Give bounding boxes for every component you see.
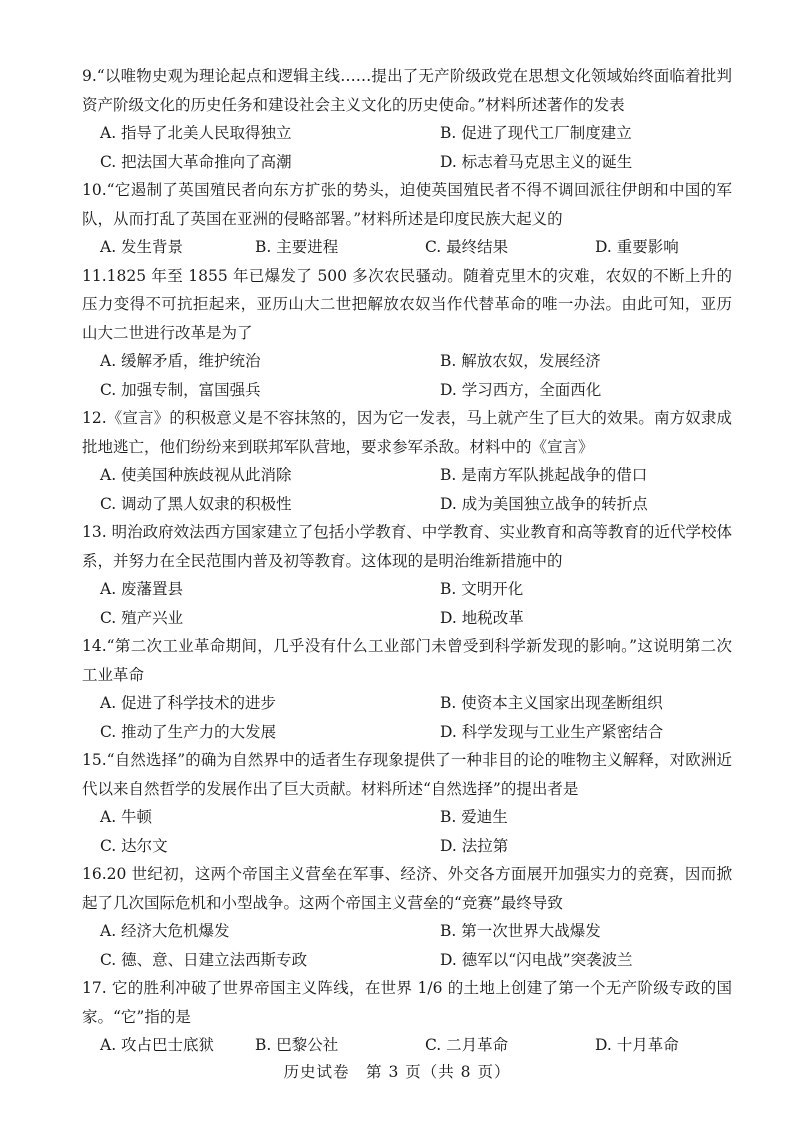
answer-option: A. 促进了科学技术的进步	[100, 694, 277, 712]
question-item	[82, 62, 732, 176]
option-group	[82, 1031, 732, 1060]
answer-option: A. 指导了北美人民取得独立	[100, 124, 292, 142]
answer-option: A. 牛顿	[100, 808, 153, 826]
option-group	[82, 347, 732, 404]
question-stem: 14.“第二次工业革命期间，几乎没有什么工业部门未曾受到科学新发现的影响。”这说明第二次工业革命	[82, 637, 732, 684]
answer-option: B. 第一次世界大战爆发	[440, 922, 601, 940]
answer-option: B. 促进了现代工厂制度建立	[440, 124, 632, 142]
question-stem: 12.《宣言》的积极意义是不容抹煞的，因为它一发表，马上就产生了巨大的效果。南方奴隶成批地逃亡，他们纷纷来到联邦军队营地，要求参军杀敌。材料中的《宣言》	[82, 409, 732, 456]
question-item	[82, 176, 732, 262]
answer-option: A. 使美国种族歧视从此消除	[100, 466, 292, 484]
answer-option: D. 十月革命	[595, 1036, 679, 1054]
answer-option: D. 德军以“闪电战”突袭波兰	[440, 950, 633, 969]
answer-option: D. 成为美国独立战争的转折点	[440, 494, 648, 513]
question-stem: 15.“自然选择”的确为自然界中的适者生存现象提供了一种非目的论的唯物主义解释，对欧洲近代以来自然哲学的发展作出了巨大贡献。材料所述“自然选择”的提出者是	[82, 751, 732, 798]
option-group	[82, 119, 732, 176]
answer-option: B. 巴黎公社	[255, 1036, 339, 1054]
question-item	[82, 404, 732, 518]
page-footer: 历史试卷 第 3 页（共 8 页）	[283, 1063, 511, 1081]
question-item	[82, 860, 732, 974]
answer-option: C. 德、意、日建立法西斯专政	[100, 950, 308, 969]
answer-option: C. 推动了生产力的大发展	[100, 722, 277, 741]
answer-option: D. 地税改革	[440, 608, 524, 627]
answer-option: C. 调动了黑人奴隶的积极性	[100, 494, 292, 513]
answer-option: D. 学习西方，全面西化	[440, 380, 602, 399]
answer-option: B. 解放农奴，发展经济	[440, 352, 601, 370]
answer-option: C. 最终结果	[425, 238, 509, 256]
answer-option: A. 缓解矛盾，维护统治	[100, 352, 261, 370]
question-item	[82, 632, 732, 746]
answer-option: C. 加强专制，富国强兵	[100, 380, 261, 399]
answer-option: B. 使资本主义国家出现垄断组织	[440, 694, 663, 712]
answer-option: A. 攻占巴士底狱	[100, 1036, 215, 1054]
question-item	[82, 518, 732, 632]
answer-option: A. 发生背景	[100, 238, 184, 256]
question-stem: 10.“它遏制了英国殖民者向东方扩张的势头，迫使英国殖民者不得不调回派往伊朗和中国的军队，从而打乱了英国在亚洲的侵略部署。”材料所述是印度民族大起义的	[82, 181, 732, 228]
answer-option: B. 是南方军队挑起战争的借口	[440, 466, 648, 484]
question-stem: 9.“以唯物史观为理论起点和逻辑主线……提出了无产阶级政党在思想文化领域始终面临着批判资产阶级文化的历史任务和建设社会主义文化的历史使命。”材料所述著作的发表	[82, 67, 732, 114]
question-stem: 13. 明治政府效法西方国家建立了包括小学教育、中学教育、实业教育和高等教育的近代学校体系，并努力在全民范围内普及初等教育。这体现的是明治维新措施中的	[82, 523, 732, 570]
answer-option: D. 法拉第	[440, 836, 509, 855]
answer-option: D. 重要影响	[595, 238, 679, 256]
answer-option: B. 主要进程	[255, 238, 339, 256]
question-item	[82, 746, 732, 860]
question-item	[82, 974, 732, 1060]
question-stem: 17. 它的胜利冲破了世界帝国主义阵线，在世界 1/6 的土地上创建了第一个无产阶级专政的国家。“它”指的是	[82, 979, 732, 1026]
answer-option: B. 爱迪生	[440, 808, 508, 826]
answer-option: D. 科学发现与工业生产紧密结合	[440, 722, 664, 741]
option-group	[82, 575, 732, 632]
question-stem: 16.20 世纪初，这两个帝国主义营垒在军事、经济、外交各方面展开加强实力的竞赛，因而掀起了几次国际危机和小型战争。这两个帝国主义营垒的“竞赛”最终导致	[82, 865, 732, 912]
option-group	[82, 917, 732, 974]
question-stem: 11.1825 年至 1855 年已爆发了 500 多次农民骚动。随着克里木的灾难，农奴的不断上升的压力变得不可抗拒起来，亚历山大二世把解放农奴当作代替革命的唯一办法。由此可知，亚历山大二世进行改革是为了	[82, 266, 732, 342]
answer-option: C. 达尔文	[100, 836, 168, 855]
answer-option: D. 标志着马克思主义的诞生	[440, 152, 633, 171]
answer-option: C. 二月革命	[425, 1036, 509, 1054]
option-group	[82, 233, 732, 262]
answer-option: C. 殖产兴业	[100, 608, 184, 627]
option-group	[82, 689, 732, 746]
option-group	[82, 461, 732, 518]
answer-option: A. 废藩置县	[100, 580, 184, 598]
question-list	[82, 62, 732, 1060]
answer-option: B. 文明开化	[440, 580, 524, 598]
question-item	[82, 262, 732, 405]
answer-option: C. 把法国大革命推向了高潮	[100, 152, 292, 171]
option-group	[82, 803, 732, 860]
answer-option: A. 经济大危机爆发	[100, 922, 230, 940]
